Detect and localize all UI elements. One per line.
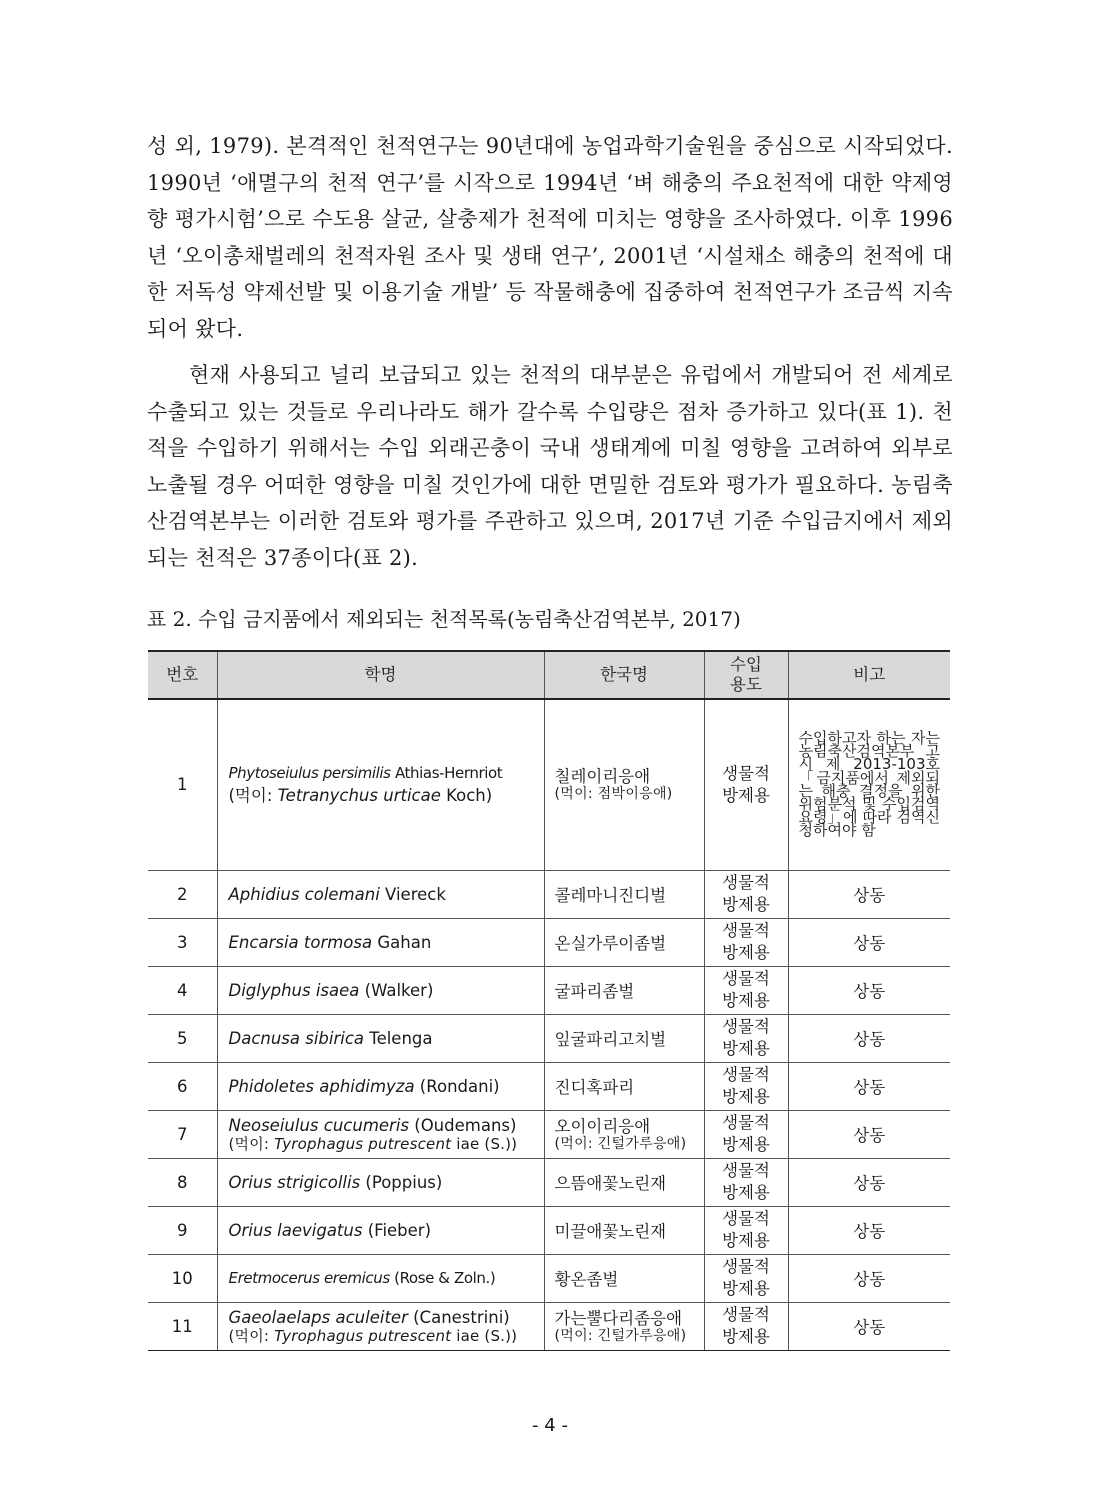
use-line1: 생물적 <box>722 763 770 783</box>
kor-name: 가는뿔다리좀응애 <box>554 1308 683 1328</box>
row-note: 상동 <box>788 1014 950 1062</box>
kor-name: 오이이리응애 <box>554 1116 651 1136</box>
row-sci <box>217 966 544 1014</box>
header-sci: 학명 <box>217 651 544 699</box>
use-line2: 방제용 <box>722 991 770 1010</box>
sci-genus: Eretmocerus eremicus <box>228 1269 390 1287</box>
row-num: 8 <box>148 1158 217 1206</box>
row-num: 4 <box>148 966 217 1014</box>
row-use <box>704 1158 788 1206</box>
kor-name: 칠레이리응애 <box>554 767 651 787</box>
sci-genus: Phidoletes aphidimyza <box>228 1076 415 1096</box>
row-sci <box>217 1062 544 1110</box>
sci-author: (Rondani) <box>414 1076 500 1096</box>
row-sci <box>217 1158 544 1206</box>
use-line2: 방제용 <box>722 1087 770 1106</box>
use-line1: 생물적 <box>722 1065 770 1084</box>
header-use-line2: 용도 <box>730 675 762 694</box>
prey-prefix: (먹이: <box>228 1326 275 1345</box>
row-use <box>704 1110 788 1158</box>
sci-author: Athias-Hernriot <box>390 763 503 782</box>
row-kor: 굴파리좀벌 <box>544 966 704 1014</box>
table-header-row <box>148 651 950 699</box>
row-num: 10 <box>148 1254 217 1302</box>
row-note: 상동 <box>788 1302 950 1350</box>
header-use <box>704 651 788 699</box>
row-kor <box>544 699 704 870</box>
species-table <box>148 650 950 1351</box>
row-kor <box>544 1110 704 1158</box>
row-kor: 잎굴파리고치벌 <box>544 1014 704 1062</box>
sci-genus: Orius strigicollis <box>228 1172 361 1192</box>
prey-suffix: Koch) <box>440 785 493 805</box>
sci-author: Telenga <box>364 1028 433 1048</box>
row-use <box>704 918 788 966</box>
sci-author: Gahan <box>372 932 432 952</box>
header-kor: 한국명 <box>544 651 704 699</box>
row-num: 11 <box>148 1302 217 1350</box>
body-text <box>147 128 953 576</box>
row-kor: 미끌애꽃노린재 <box>544 1206 704 1254</box>
prey-sci: Tetranychus urticae <box>277 785 441 805</box>
row-num: 7 <box>148 1110 217 1158</box>
row-use <box>704 1254 788 1302</box>
use-line2: 방제용 <box>722 943 770 962</box>
row-sci <box>217 1254 544 1302</box>
prey-sci: Tyrophagus putrescent <box>274 1134 452 1153</box>
row-num: 2 <box>148 870 217 918</box>
row-sci <box>217 1302 544 1350</box>
row-note: 상동 <box>788 1158 950 1206</box>
use-line1: 생물적 <box>722 873 770 892</box>
use-line1: 생물적 <box>722 969 770 988</box>
row-sci <box>217 1014 544 1062</box>
table-row <box>148 1158 950 1206</box>
row-kor: 콜레마니진디벌 <box>544 870 704 918</box>
sci-genus: Orius laevigatus <box>228 1220 363 1240</box>
use-line2: 방제용 <box>722 1135 770 1154</box>
row-note: 상동 <box>788 918 950 966</box>
sci-author: Viereck <box>379 884 446 904</box>
row-kor <box>544 1302 704 1350</box>
prey-suffix: iae (S.)) <box>451 1134 518 1153</box>
row-num: 3 <box>148 918 217 966</box>
row-kor: 온실가루이좀벌 <box>544 918 704 966</box>
row-num: 5 <box>148 1014 217 1062</box>
table-row <box>148 918 950 966</box>
sci-author: (Fieber) <box>362 1220 432 1240</box>
header-num: 번호 <box>148 651 217 699</box>
use-line1: 생물적 <box>722 1017 770 1036</box>
use-line2: 방제용 <box>722 1327 770 1346</box>
table-row <box>148 1206 950 1254</box>
prey-sci: Tyrophagus putrescent <box>274 1326 452 1345</box>
use-line2: 방제용 <box>722 1183 770 1202</box>
use-line2: 방제용 <box>722 1279 770 1298</box>
page-number: - 4 - <box>532 1415 568 1436</box>
prey-suffix: iae (S.)) <box>451 1326 518 1345</box>
row-note: 상동 <box>788 1110 950 1158</box>
prey-prefix: (먹이: <box>228 785 278 805</box>
sci-author: (Rose & Zoln.) <box>389 1269 496 1287</box>
row-sci <box>217 1110 544 1158</box>
use-line1: 생물적 <box>722 1113 770 1132</box>
use-line1: 생물적 <box>722 1257 770 1276</box>
table-row <box>148 1254 950 1302</box>
row-num: 1 <box>148 699 217 870</box>
sci-genus: Phytoseiulus persimilis <box>228 763 391 782</box>
row-kor: 황온좀벌 <box>544 1254 704 1302</box>
paragraph-2: 현재 사용되고 널리 보급되고 있는 천적의 대부분은 유럽에서 개발되어 전 세계로 수출되고 있는 것들로 우리나라도 해가 갈수록 수입량은 점차 증가하고 있다(표 1). 천적을 수입하기 위해서는 수입 외래곤충이 국내 생태계에 미칠 영향을 고려하여 외부로 노출될 경우 어떠한 영향을 미칠 것인가에 대한 면밀한 검토와 평가가 필요하다. 농림축산검역본부는 이러한 검토와 평가를 주관하고 있으며, 2017년 기준 수입금지에서 제외되는 천적은 37종이다(표 2). <box>147 363 953 570</box>
header-use-line1: 수입 <box>730 655 762 674</box>
table-caption: 표 2. 수입 금지품에서 제외되는 천적목록(농림축산검역본부, 2017) <box>147 607 741 631</box>
row-note: 상동 <box>788 1062 950 1110</box>
kor-prey: (먹이: 긴털가루응애) <box>554 1327 687 1344</box>
row-use <box>704 966 788 1014</box>
row-use <box>704 870 788 918</box>
header-note: 비고 <box>788 651 950 699</box>
table-row <box>148 699 950 870</box>
row-num: 9 <box>148 1206 217 1254</box>
sci-author: (Walker) <box>359 980 434 1000</box>
use-line1: 생물적 <box>722 1161 770 1180</box>
table-row <box>148 966 950 1014</box>
use-line1: 생물적 <box>722 1209 770 1228</box>
row-sci <box>217 870 544 918</box>
sci-genus: Gaeolaelaps aculeiter <box>228 1307 408 1327</box>
sci-genus: Diglyphus isaea <box>228 980 360 1000</box>
use-line2: 방제용 <box>722 895 770 914</box>
row-note: 상동 <box>788 1254 950 1302</box>
sci-author: (Canestrini) <box>407 1307 510 1327</box>
use-line2: 방제용 <box>722 1231 770 1250</box>
row-use <box>704 1206 788 1254</box>
table-row <box>148 1302 950 1350</box>
row-use <box>704 1302 788 1350</box>
table-row <box>148 1110 950 1158</box>
sci-genus: Neoseiulus cucumeris <box>228 1115 410 1135</box>
use-line2: 방제용 <box>722 785 770 805</box>
use-line1: 생물적 <box>722 921 770 940</box>
table-row <box>148 1062 950 1110</box>
table-row <box>148 870 950 918</box>
row-sci <box>217 1206 544 1254</box>
table-row <box>148 1014 950 1062</box>
paragraph-1: 성 외, 1979). 본격적인 천적연구는 90년대에 농업과학기술원을 중심으로 시작되었다. 1990년 ‘애멸구의 천적 연구’를 시작으로 1994년 ‘벼 해충의 주요천적에 대한 약제영향 평가시험’으로 수도용 살균, 살충제가 천적에 미치는 영향을 조사하였다. 이후 1996년 ‘오이총채벌레의 천적자원 조사 및 생태 연구’, 2001년 ‘시설채소 해충의 천적에 대한 저독성 약제선발 및 이용기술 개발’ 등 작물해충에 집중하여 천적연구가 조금씩 지속되어 왔다. <box>147 134 953 341</box>
sci-genus: Dacnusa sibirica <box>228 1028 365 1048</box>
row-use <box>704 1014 788 1062</box>
kor-prey: (먹이: 점박이응애) <box>554 786 673 803</box>
kor-prey: (먹이: 긴털가루응애) <box>554 1135 687 1152</box>
row-num: 6 <box>148 1062 217 1110</box>
sci-author: (Oudemans) <box>409 1115 517 1135</box>
row-sci <box>217 699 544 870</box>
sci-genus: Encarsia tormosa <box>228 932 373 952</box>
row-note: 상동 <box>788 966 950 1014</box>
use-line2: 방제용 <box>722 1039 770 1058</box>
row-kor: 으뜸애꽃노린재 <box>544 1158 704 1206</box>
sci-genus: Aphidius colemani <box>228 884 380 904</box>
prey-prefix: (먹이: <box>228 1134 275 1153</box>
row-note: 상동 <box>788 1206 950 1254</box>
sci-author: (Poppius) <box>360 1172 443 1192</box>
row-use <box>704 1062 788 1110</box>
use-line1: 생물적 <box>722 1305 770 1324</box>
row-use <box>704 699 788 870</box>
row-sci <box>217 918 544 966</box>
row-note: 수입하고자 하는 자는 농림축산검역본부 고시 제 2013-103호 「금지품에서 제외되는 해충 결정을 위한 위험분석 및 수입검역요령」에 따라 검역신청하여야 함 <box>788 699 950 870</box>
row-kor: 진디혹파리 <box>544 1062 704 1110</box>
row-note: 상동 <box>788 870 950 918</box>
